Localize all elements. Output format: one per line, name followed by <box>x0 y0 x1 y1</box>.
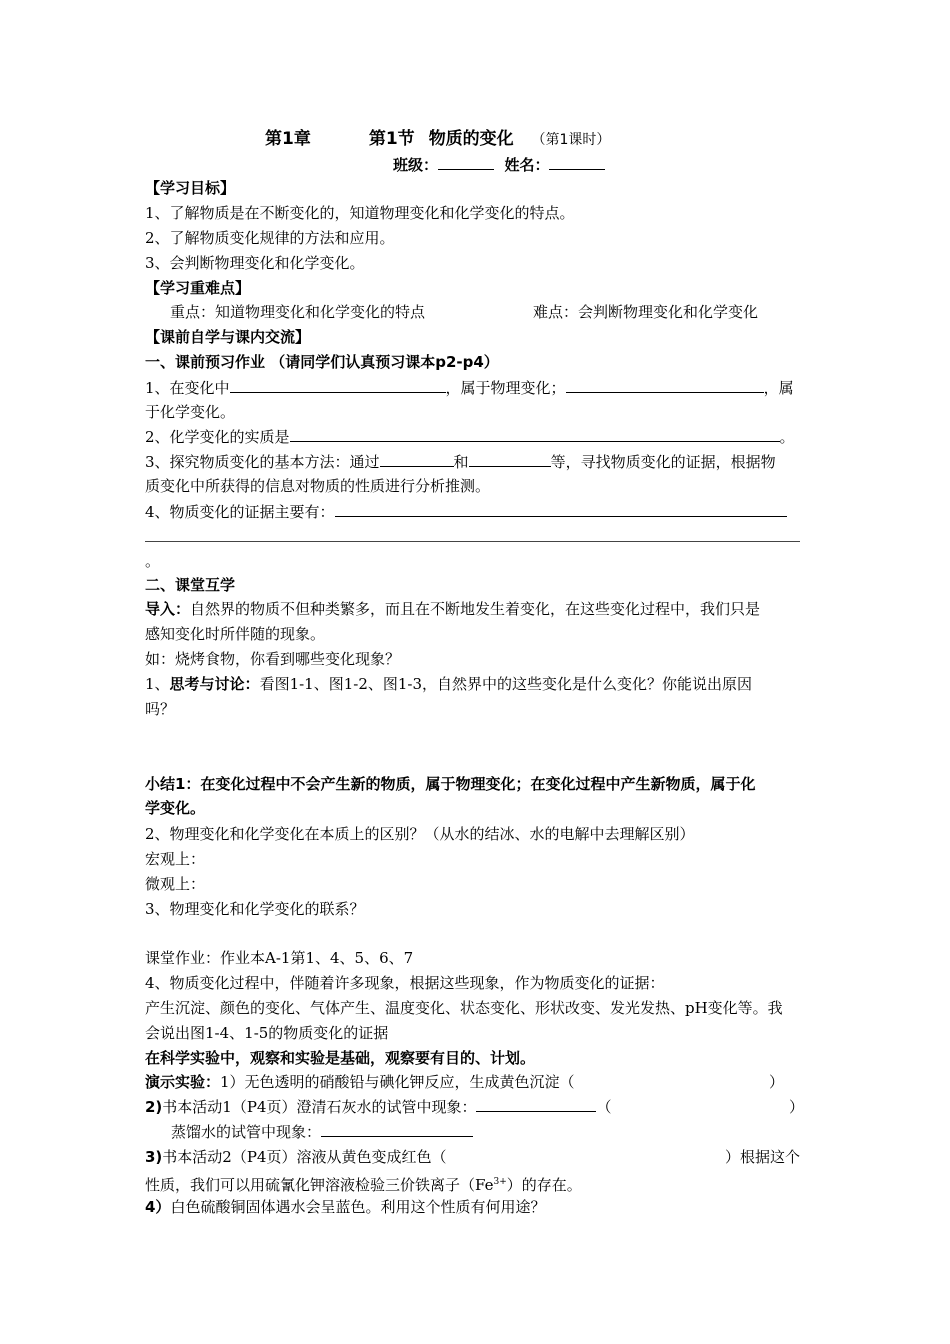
demo-label: 演示实验： <box>145 1073 221 1091</box>
q1-blank-1[interactable] <box>230 377 446 393</box>
question-3-line-b: 质变化中所获得的信息对物质的性质进行分析推测。 <box>145 477 491 495</box>
evidence-line-b: 会说出图1-4、1-5的物质变化的证据 <box>145 1024 389 1042</box>
key-points-heading: 【学习重难点】 <box>145 279 251 297</box>
focus-text: 重点：知道物理变化和化学变化的特点 <box>170 303 426 321</box>
classroom-heading: 二、课堂互学 <box>145 576 236 594</box>
q4-prefix: 4、物质变化的证据主要有： <box>145 503 335 521</box>
topic-label: 物质的变化 <box>428 129 514 149</box>
think-line-b: 吗？ <box>145 700 176 718</box>
objective-2: 2、了解物质变化规律的方法和应用。 <box>145 229 395 247</box>
demo-2b-blank[interactable] <box>321 1121 473 1137</box>
summary-line-b: 学变化。 <box>145 799 206 817</box>
demo-2-close: ） <box>789 1098 805 1116</box>
class-name-line <box>393 154 605 175</box>
demo-3-line <box>145 1145 810 1169</box>
q4-blank-2[interactable] <box>145 541 800 542</box>
demo-2-line <box>145 1095 810 1119</box>
chapter-label: 第1章 <box>265 129 311 149</box>
q1-blank-2[interactable] <box>566 377 764 393</box>
q3-blank-1[interactable] <box>380 451 454 467</box>
demo-3b-text-b: ）的存在。 <box>506 1176 582 1194</box>
question-4-evidence: 4、物质变化过程中，伴随着许多现象，根据这些现象，作为物质变化的证据： <box>145 974 665 992</box>
micro-label: 微观上： <box>145 875 206 893</box>
think-number: 1、 <box>145 675 170 693</box>
question-4-line <box>145 500 810 524</box>
q1-middle: ，属于物理变化； <box>445 379 566 397</box>
demo-3b-line <box>145 1170 810 1197</box>
demo-2-open: （ <box>596 1098 612 1116</box>
example-line: 如：烧烤食物，你看到哪些变化现象？ <box>145 650 401 668</box>
self-study-heading: 【课前自学与课内交流】 <box>145 328 311 346</box>
intro-label: 导入： <box>145 600 191 618</box>
think-line-a <box>145 672 810 696</box>
demo-2-blank[interactable] <box>476 1096 596 1112</box>
intro-line-a <box>145 597 810 621</box>
demo-2b-line <box>145 1120 836 1144</box>
demo-1-close: ） <box>769 1073 785 1091</box>
q1-end: ，属 <box>763 379 794 397</box>
demo-3-text: 书本活动2（P4页）溶液从黄色变成红色（ <box>162 1148 447 1166</box>
intro-line-b: 感知变化时所伴随的现象。 <box>145 625 326 643</box>
q4-period: 。 <box>145 552 161 570</box>
class-blank[interactable] <box>438 154 494 170</box>
q3-blank-2[interactable] <box>469 451 551 467</box>
demo-1-text: 1）无色透明的硝酸铅与碘化钾反应，生成黄色沉淀（ <box>220 1073 575 1091</box>
demo-2-text: 书本活动1（P4页）澄清石灰水的试管中现象： <box>162 1098 477 1116</box>
section-label: 第1节 <box>368 129 415 149</box>
summary-line-a: 小结1：在变化过程中不会产生新的物质，属于物理变化；在变化过程中产生新物质，属于化 <box>145 775 756 793</box>
objective-1: 1、了解物质是在不断变化的，知道物理变化和化学变化的特点。 <box>145 204 575 222</box>
question-3-line-a <box>145 450 810 474</box>
objective-3: 3、会判断物理变化和化学变化。 <box>145 254 365 272</box>
question-3-relation: 3、物理变化和化学变化的联系？ <box>145 900 365 918</box>
class-label: 班级： <box>393 156 439 174</box>
demo-2-number: 2) <box>145 1098 163 1116</box>
name-blank[interactable] <box>549 154 605 170</box>
evidence-line-a: 产生沉淀、颜色的变化、气体产生、温度变化、状态变化、形状改变、发光发热、pH变化等。我 <box>145 999 783 1017</box>
q4-blank-1[interactable] <box>335 501 787 517</box>
demo-3-number: 3) <box>145 1148 163 1166</box>
question-1-line-a <box>145 376 810 400</box>
demo-4-number: 4） <box>145 1198 171 1216</box>
q2-prefix: 2、化学变化的实质是 <box>145 428 290 446</box>
demo-2b-text: 蒸馏水的试管中现象： <box>171 1123 322 1141</box>
q3-and: 和 <box>453 453 469 471</box>
lesson-label: （第1课时） <box>531 132 611 148</box>
macro-label: 宏观上： <box>145 850 206 868</box>
question-2-difference: 2、物理变化和化学变化在本质上的区别？（从水的结冰、水的电解中去理解区别） <box>145 825 695 843</box>
fe-superscript: 3+ <box>493 1177 507 1187</box>
name-label: 姓名： <box>504 156 550 174</box>
demo-4-text: 白色硫酸铜固体遇水会呈蓝色。利用这个性质有何用途？ <box>170 1198 546 1216</box>
demo-3b-text-a: 性质，我们可以用硫氰化钾溶液检验三价铁离子（Fe <box>145 1176 494 1194</box>
page-title <box>265 124 610 149</box>
difficulty-text: 难点：会判断物理变化和化学变化 <box>533 303 759 321</box>
observe-line: 在科学实验中，观察和实验是基础，观察要有目的、计划。 <box>145 1049 536 1067</box>
q2-blank[interactable] <box>290 426 780 442</box>
think-text: 看图1-1、图1-2、图1-3，自然界中的这些变化是什么变化？你能说出原因 <box>259 675 753 693</box>
demo-1-line <box>145 1070 810 1094</box>
intro-text: 自然界的物质不但种类繁多，而且在不断地发生着变化，在这些变化过程中，我们只是 <box>190 600 761 618</box>
think-label: 思考与讨论： <box>169 675 260 693</box>
question-1-line-b: 于化学变化。 <box>145 403 236 421</box>
q3-prefix: 3、探究物质变化的基本方法：通过 <box>145 453 380 471</box>
q1-prefix: 1、在变化中 <box>145 379 230 397</box>
question-2-line <box>145 425 810 449</box>
demo-3-end: ）根据这个 <box>725 1148 801 1166</box>
part1-title: 一、课前预习作业 （请同学们认真预习课本p2-p4） <box>145 353 499 371</box>
homework-line: 课堂作业：作业本A-1第1、4、5、6、7 <box>145 949 414 967</box>
key-points-row <box>170 300 810 324</box>
q3-rest: 等，寻找物质变化的证据，根据物 <box>550 453 776 471</box>
demo-4-line <box>145 1195 810 1219</box>
objectives-heading: 【学习目标】 <box>145 179 236 197</box>
q2-end: 。 <box>779 428 795 446</box>
